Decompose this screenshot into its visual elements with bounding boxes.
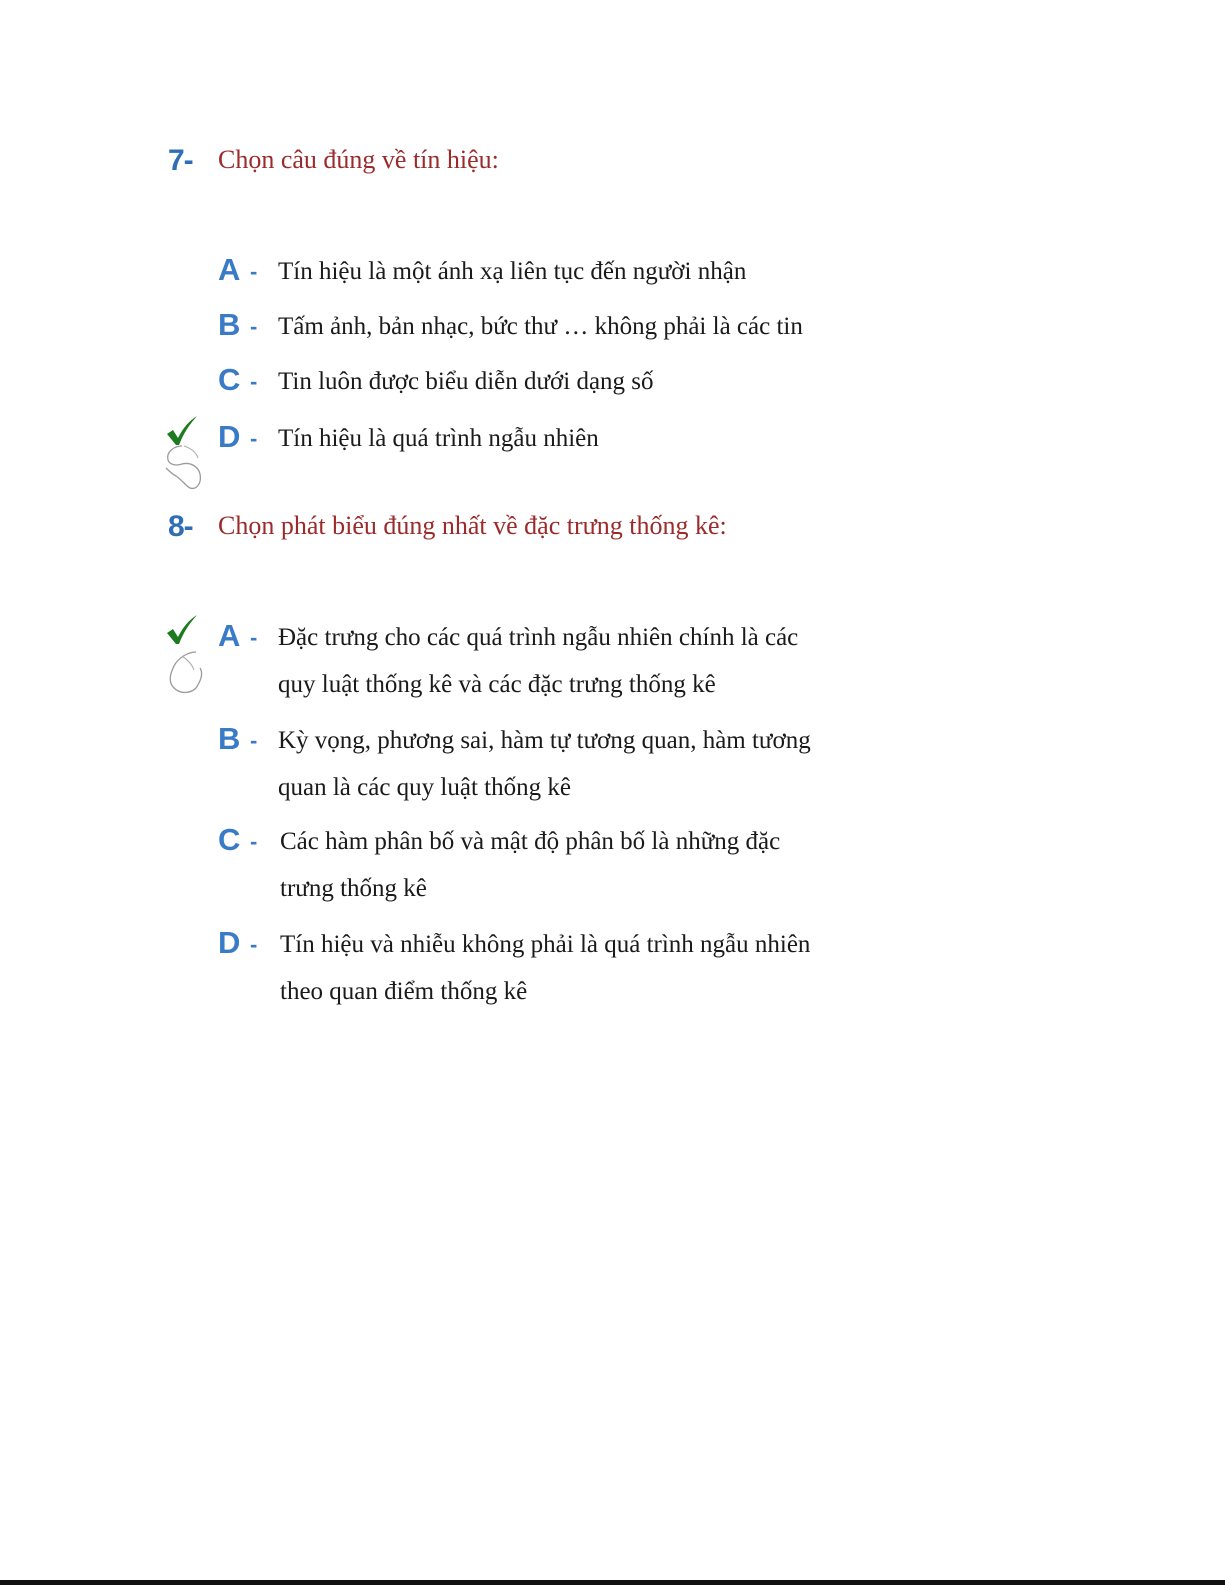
q8-option-b-line-1: Kỳ vọng, phương sai, hàm tự tương quan, hàm tương: [278, 727, 811, 754]
page-bottom-border: [0, 1580, 1225, 1585]
q7-option-b-text: Tấm ảnh, bản nhạc, bức thư … không phải là các tin: [278, 313, 803, 340]
q7-option-b-letter: B: [218, 307, 241, 342]
q7-option-d-text: Tín hiệu là quá trình ngẫu nhiên: [278, 425, 599, 452]
question-8-number: 8-: [168, 510, 193, 543]
q7-option-c-dash: -: [250, 369, 258, 394]
q8-option-d-text: [280, 921, 880, 1015]
q8-option-d-letter: D: [218, 925, 241, 960]
q8-option-d-line-1: Tín hiệu và nhiễu không phải là quá trình ngẫu nhiên: [280, 931, 811, 958]
q7-option-d-letter: D: [218, 419, 241, 454]
q8-option-b-letter: B: [218, 721, 241, 756]
q8-option-c-letter: C: [218, 822, 241, 857]
q7-option-a-dash: -: [250, 259, 258, 284]
q8-option-d-line-2: theo quan điểm thống kê: [280, 978, 528, 1005]
q8-option-d-dash: -: [250, 932, 258, 957]
q8-scribble-icon: [160, 648, 212, 700]
q8-option-b-text: [278, 717, 878, 811]
q8-option-c-line-2: trưng thống kê: [280, 875, 427, 902]
q7-option-b-dash: -: [250, 314, 258, 339]
question-8-text: Chọn phát biểu đúng nhất về đặc trưng thống kê:: [218, 511, 727, 540]
question-7-text: Chọn câu đúng về tín hiệu:: [218, 145, 499, 174]
q8-option-b-line-2: quan là các quy luật thống kê: [278, 774, 571, 801]
q7-option-c-text: Tin luôn được biểu diễn dưới dạng số: [278, 368, 654, 395]
q8-check-icon: [164, 613, 200, 647]
question-7-number: 7-: [168, 144, 193, 177]
q8-option-c-line-1: Các hàm phân bố và mật độ phân bố là những đặc: [280, 828, 781, 855]
q7-option-c-letter: C: [218, 362, 241, 397]
q7-option-a-text: Tín hiệu là một ánh xạ liên tục đến người nhận: [278, 258, 747, 285]
q8-option-c-dash: -: [250, 829, 258, 854]
q8-option-a-letter: A: [218, 618, 241, 653]
q8-option-a-line-2: quy luật thống kê và các đặc trưng thống kê: [278, 671, 716, 698]
q8-option-a-line-1: Đặc trưng cho các quá trình ngẫu nhiên chính là các: [278, 624, 799, 651]
q8-option-a-dash: -: [250, 625, 258, 650]
q7-option-a-letter: A: [218, 252, 241, 287]
q8-option-a-text: [278, 614, 878, 708]
q8-option-c-text: [280, 818, 880, 912]
q8-option-b-dash: -: [250, 728, 258, 753]
q7-scribble-icon: [160, 440, 212, 492]
q7-option-d-dash: -: [250, 426, 258, 451]
